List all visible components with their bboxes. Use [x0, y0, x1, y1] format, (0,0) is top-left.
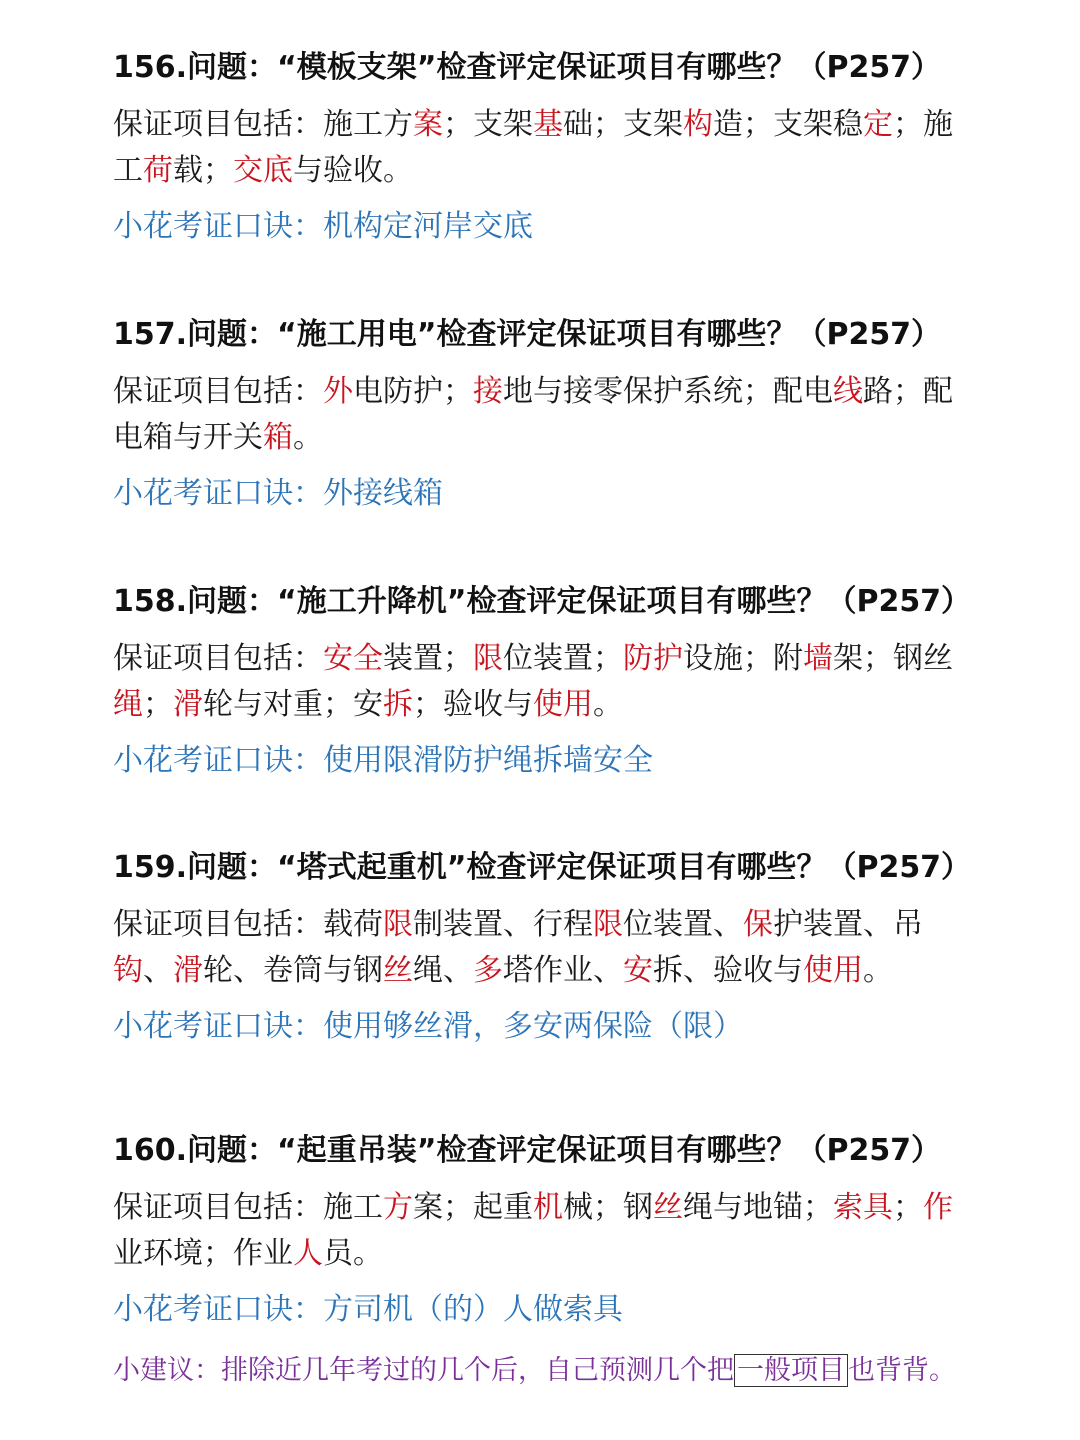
- answer-segment: 造；支架稳: [713, 107, 863, 142]
- qa-block-157: [113, 313, 1013, 517]
- answer-segment: 保证项目包括：: [113, 641, 323, 676]
- highlighted-keyword: 拆: [383, 687, 413, 722]
- highlighted-keyword: 滑: [173, 953, 203, 988]
- answer-segment: 员。: [323, 1236, 383, 1271]
- highlighted-keyword: 多: [473, 953, 503, 988]
- highlighted-keyword: 丝: [383, 953, 413, 988]
- suggestion-note: [113, 1350, 956, 1392]
- highlighted-keyword: 构: [683, 107, 713, 142]
- highlighted-keyword: 滑: [173, 687, 203, 722]
- highlighted-keyword: 荷: [143, 153, 173, 188]
- qa-block-158: [113, 580, 1013, 784]
- highlighted-keyword: 限: [473, 641, 503, 676]
- answer-segment: 路；配电箱与开关: [113, 374, 953, 455]
- answer-segment: 架；钢丝: [833, 641, 953, 676]
- answer-segment: 轮与对重；安: [203, 687, 383, 722]
- answer-segment: 保证项目包括：施工方: [113, 107, 413, 142]
- answer-segment: 设施；附: [683, 641, 803, 676]
- highlighted-keyword: 方: [383, 1190, 413, 1225]
- question-title: 159.问题：“塔式起重机”检查评定保证项目有哪些？（P257）: [113, 850, 972, 885]
- highlighted-keyword: 使用: [803, 953, 863, 988]
- answer-segment: ；施工: [113, 107, 953, 188]
- answer-segment: 保证项目包括：: [113, 374, 323, 409]
- answer-segment: 。: [293, 420, 323, 455]
- highlighted-keyword: 基: [533, 107, 563, 142]
- suggestion-boxed-term: 一般项目: [734, 1354, 848, 1387]
- answer-segment: 塔作业、: [503, 953, 623, 988]
- highlighted-keyword: 绳: [113, 687, 143, 722]
- mnemonic-text: 小花考证口诀：机构定河岸交底: [113, 209, 533, 244]
- highlighted-keyword: 接: [473, 374, 503, 409]
- answer-segment: 载；: [173, 153, 233, 188]
- question-title: 158.问题：“施工升降机”检查评定保证项目有哪些？（P257）: [113, 584, 972, 619]
- answer-segment: 制装置、行程: [413, 907, 593, 942]
- answer-segment: 械；钢: [563, 1190, 653, 1225]
- highlighted-keyword: 墙: [803, 641, 833, 676]
- answer-segment: ；: [143, 687, 173, 722]
- answer-text: [113, 369, 973, 461]
- highlighted-keyword: 人: [293, 1236, 323, 1271]
- qa-block-160: [113, 1129, 1013, 1333]
- highlighted-keyword: 安: [623, 953, 653, 988]
- answer-segment: ；支架: [443, 107, 533, 142]
- highlighted-keyword: 限: [593, 907, 623, 942]
- mnemonic-text: 小花考证口诀：外接线箱: [113, 476, 443, 511]
- answer-segment: 、: [143, 953, 173, 988]
- question-title: 156.问题：“模板支架”检查评定保证项目有哪些？（P257）: [113, 50, 942, 85]
- highlighted-keyword: 箱: [263, 420, 293, 455]
- qa-block-156: [113, 46, 1013, 250]
- highlighted-keyword: 索具: [833, 1190, 893, 1225]
- highlighted-keyword: 防护: [623, 641, 683, 676]
- answer-segment: 案；起重: [413, 1190, 533, 1225]
- answer-segment: 与验收。: [293, 153, 413, 188]
- highlighted-keyword: 作: [923, 1190, 953, 1225]
- highlighted-keyword: 机: [533, 1190, 563, 1225]
- answer-segment: 业环境；作业: [113, 1236, 293, 1271]
- answer-segment: 轮、卷筒与钢: [203, 953, 383, 988]
- mnemonic-text: 小花考证口诀：使用限滑防护绳拆墙安全: [113, 743, 653, 778]
- answer-segment: 装置；: [383, 641, 473, 676]
- answer-segment: 绳与地锚；: [683, 1190, 833, 1225]
- highlighted-keyword: 钩: [113, 953, 143, 988]
- answer-segment: 电防护；: [353, 374, 473, 409]
- answer-text: [113, 1185, 973, 1277]
- answer-segment: 位装置；: [503, 641, 623, 676]
- answer-segment: 护装置、吊: [773, 907, 923, 942]
- highlighted-keyword: 线: [833, 374, 863, 409]
- answer-segment: ；验收与: [413, 687, 533, 722]
- suggestion-text-before: 小建议：排除近几年考过的几个后，自己预测几个把: [113, 1355, 734, 1386]
- answer-text: [113, 636, 973, 728]
- highlighted-keyword: 案: [413, 107, 443, 142]
- highlighted-keyword: 保: [743, 907, 773, 942]
- answer-segment: 绳、: [413, 953, 473, 988]
- answer-text: [113, 902, 973, 994]
- answer-segment: 。: [593, 687, 623, 722]
- highlighted-keyword: 使用: [533, 687, 593, 722]
- answer-segment: 础；支架: [563, 107, 683, 142]
- highlighted-keyword: 交底: [233, 153, 293, 188]
- answer-segment: 位装置、: [623, 907, 743, 942]
- answer-segment: 。: [863, 953, 893, 988]
- mnemonic-text: 小花考证口诀：使用够丝滑，多安两保险（限）: [113, 1009, 743, 1044]
- answer-segment: 拆、验收与: [653, 953, 803, 988]
- highlighted-keyword: 定: [863, 107, 893, 142]
- question-title: 157.问题：“施工用电”检查评定保证项目有哪些？（P257）: [113, 317, 942, 352]
- qa-block-159: [113, 846, 1013, 1050]
- answer-segment: 保证项目包括：载荷: [113, 907, 383, 942]
- suggestion-text-after: 也背背。: [848, 1355, 956, 1386]
- mnemonic-text: 小花考证口诀：方司机（的）人做索具: [113, 1292, 623, 1327]
- highlighted-keyword: 限: [383, 907, 413, 942]
- question-title: 160.问题：“起重吊装”检查评定保证项目有哪些？（P257）: [113, 1133, 942, 1168]
- answer-segment: 保证项目包括：施工: [113, 1190, 383, 1225]
- highlighted-keyword: 丝: [653, 1190, 683, 1225]
- answer-segment: ；: [893, 1190, 923, 1225]
- answer-segment: 地与接零保护系统；配电: [503, 374, 833, 409]
- highlighted-keyword: 安全: [323, 641, 383, 676]
- answer-text: [113, 102, 973, 194]
- highlighted-keyword: 外: [323, 374, 353, 409]
